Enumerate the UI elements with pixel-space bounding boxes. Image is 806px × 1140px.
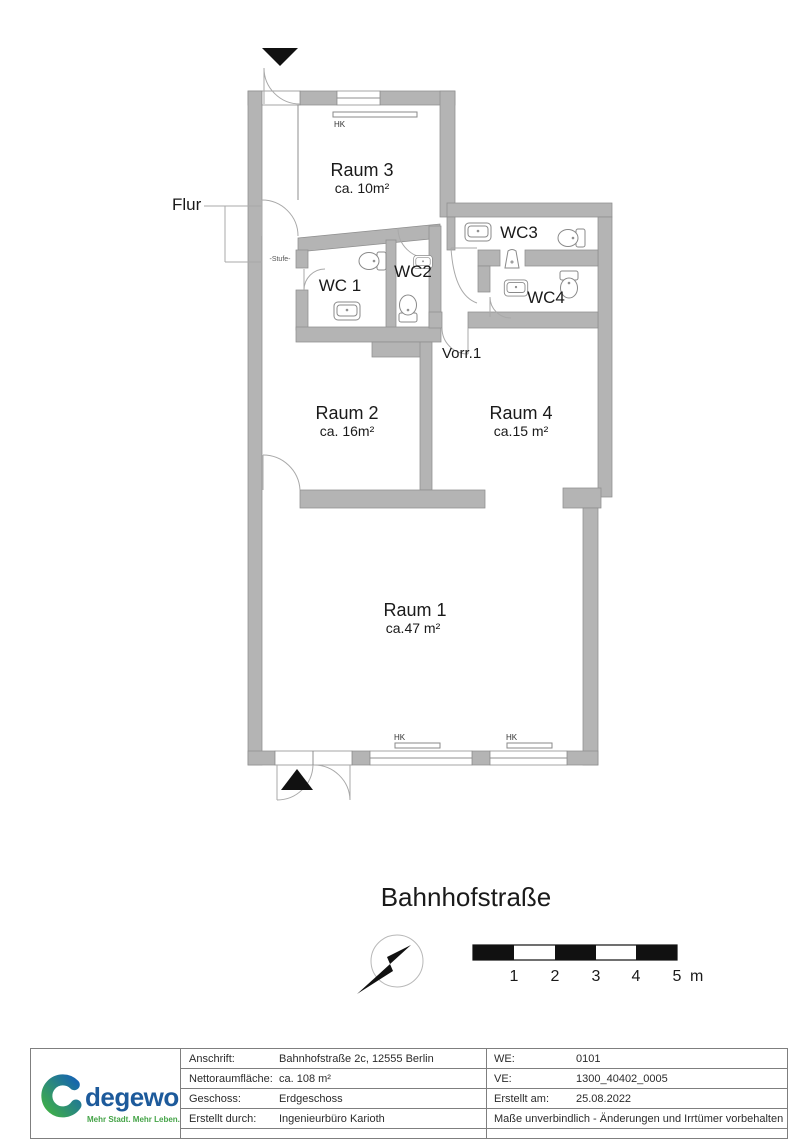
field-label: Nettoraumfläche: <box>189 1073 273 1085</box>
toilet-icon <box>558 229 585 247</box>
radiator-label: HK <box>506 733 518 742</box>
field-label: Erstellt durch: <box>189 1113 257 1125</box>
disclaimer-text: Maße unverbindlich - Änderungen und Irrtümer vorbehalten <box>494 1113 784 1125</box>
north-arrow-icon <box>357 935 423 994</box>
field-value: 1300_40402_0005 <box>576 1073 668 1085</box>
brand-name: degewo <box>84 1082 179 1112</box>
entry-door-opening-top <box>262 91 300 105</box>
room-label-wc3: WC3 <box>500 223 538 242</box>
scale-bar <box>473 945 703 985</box>
walls <box>248 91 612 765</box>
title-block-row <box>181 1089 787 1109</box>
room-label-raum1: Raum 1 <box>383 600 447 620</box>
field-label: Anschrift: <box>189 1053 235 1065</box>
room-area-raum1: ca.47 m² <box>385 620 441 636</box>
room-label-wc2: WC2 <box>394 262 432 281</box>
title-block-fields <box>181 1049 787 1138</box>
sink-icon <box>334 302 360 320</box>
field-value: Ingenieurbüro Karioth <box>279 1113 385 1125</box>
radiator-label: HK <box>394 733 406 742</box>
degewo-swoosh-icon <box>46 1080 75 1112</box>
room-area-raum2: ca. 16m² <box>319 423 375 439</box>
urinal-icon <box>505 250 519 269</box>
field-value: Erdgeschoss <box>279 1093 343 1105</box>
scale-tick: 2 <box>550 968 560 985</box>
title-block <box>30 1048 788 1139</box>
title-block-row <box>181 1049 787 1069</box>
radiator-label: HK <box>334 120 346 129</box>
scale-unit: m <box>690 968 704 985</box>
title-block-row-empty <box>181 1129 787 1139</box>
step-annotation: -Stufe- <box>269 256 291 263</box>
room-label-raum2: Raum 2 <box>315 403 379 423</box>
field-label: Geschoss: <box>189 1093 241 1105</box>
radiator-icon <box>333 112 417 117</box>
room-area-raum3: ca. 10m² <box>334 180 390 196</box>
field-label: VE: <box>494 1073 512 1085</box>
radiator-icon <box>507 743 552 748</box>
field-value: Bahnhofstraße 2c, 12555 Berlin <box>279 1053 434 1065</box>
room-label-vorr1: Vorr.1 <box>442 345 482 362</box>
sink-icon <box>465 223 491 241</box>
title-block-divider <box>486 1049 487 1138</box>
room-label-wc4: WC4 <box>527 288 565 307</box>
brand-tagline: Mehr Stadt. Mehr Leben. <box>86 1115 180 1124</box>
toilet-icon <box>399 295 417 322</box>
field-value: 25.08.2022 <box>576 1093 632 1105</box>
entrance-arrow-top-icon <box>262 48 298 66</box>
room-label-flur: Flur <box>172 195 202 214</box>
room-label-raum3: Raum 3 <box>330 160 394 180</box>
field-value: ca. 108 m² <box>279 1073 331 1085</box>
room-area-raum4: ca.15 m² <box>493 423 549 439</box>
sink-icon <box>504 280 527 296</box>
title-block-row <box>181 1109 787 1129</box>
scale-tick: 1 <box>509 968 519 985</box>
title-block-row <box>181 1069 787 1089</box>
scale-tick: 4 <box>631 968 641 985</box>
degewo-logo <box>31 1049 181 1138</box>
street-label: Bahnhofstraße <box>380 882 552 912</box>
field-label: Erstellt am: <box>494 1093 550 1105</box>
room-label-raum4: Raum 4 <box>489 403 553 423</box>
entrance-arrow-bottom-icon <box>281 769 313 790</box>
field-label: WE: <box>494 1053 515 1065</box>
field-value: 0101 <box>576 1053 601 1065</box>
scale-tick: 3 <box>591 968 601 985</box>
room-label-wc1: WC 1 <box>318 276 362 295</box>
radiator-icon <box>395 743 440 748</box>
toilet-icon <box>359 252 386 270</box>
scale-tick: 5 <box>672 968 682 985</box>
